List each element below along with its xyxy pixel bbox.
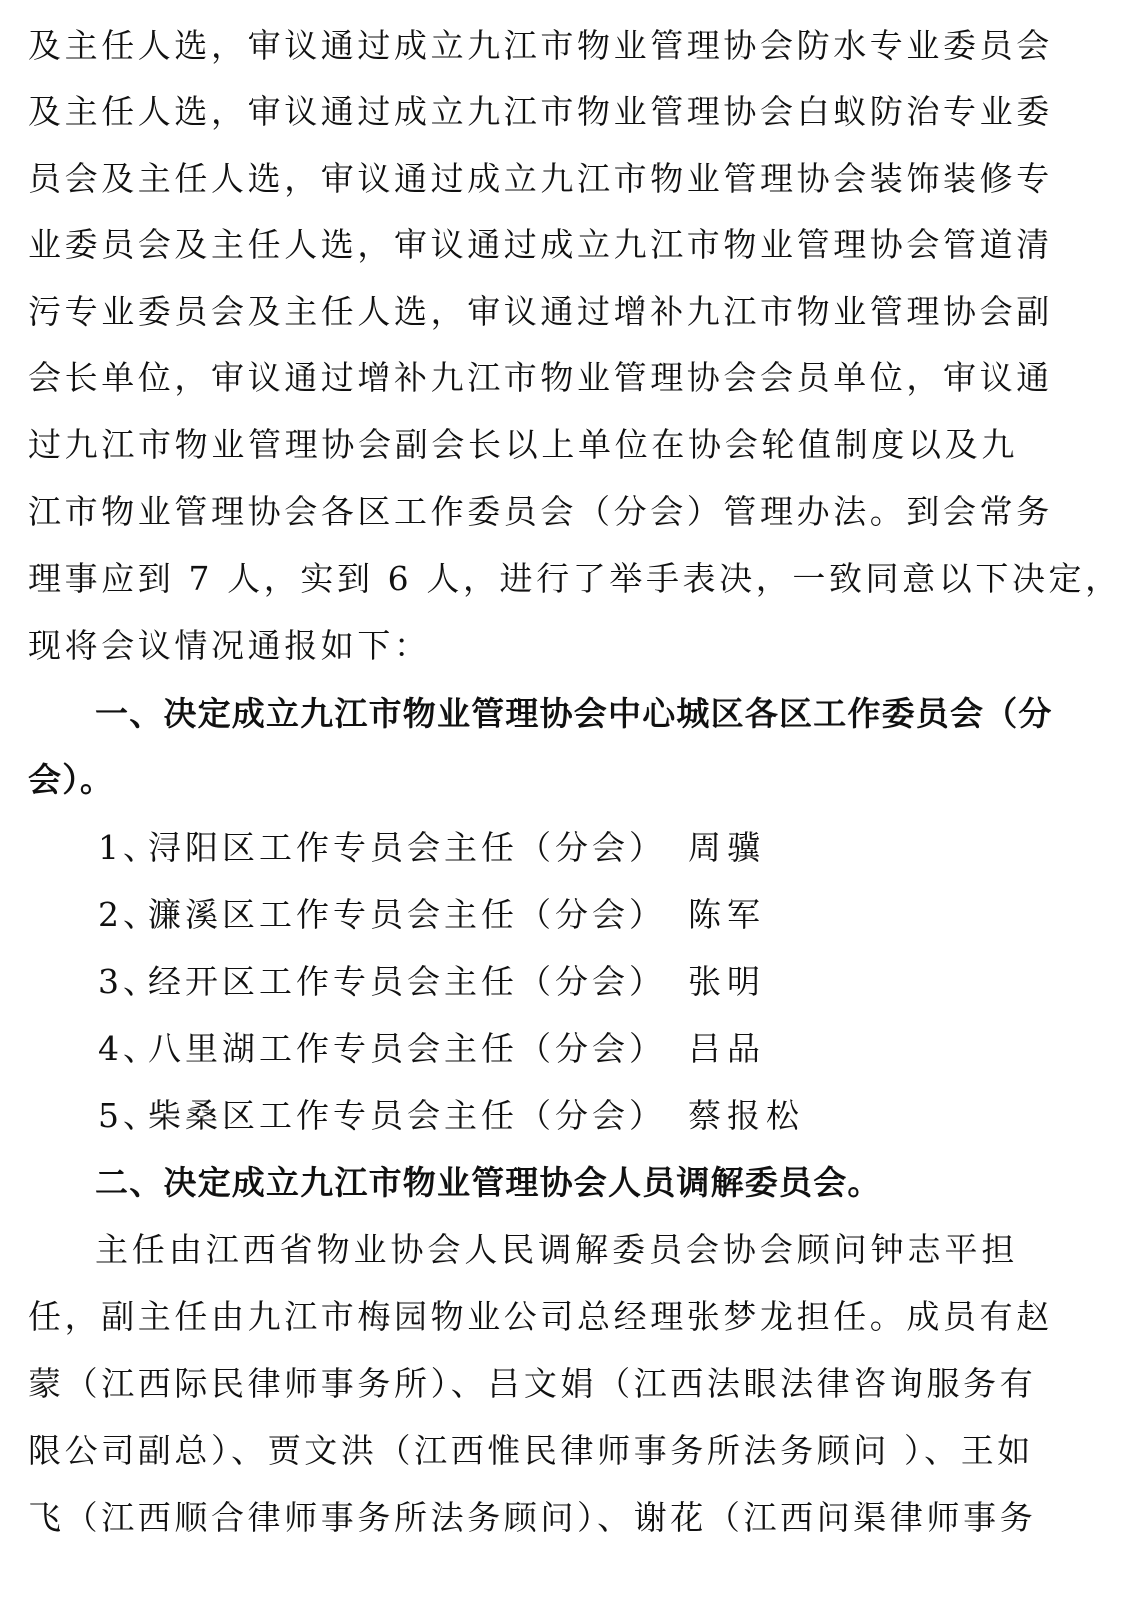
paragraph-line: 蒙（江西际民律师事务所）、吕文娟（江西法眼法律咨询服务有 xyxy=(28,1364,1037,1403)
list-item-label: 经开区工作专员会主任（分会） xyxy=(148,962,666,1001)
list-item-name: 陈军 xyxy=(688,895,766,934)
list-item-name: 蔡报松 xyxy=(688,1096,805,1135)
list-item-name: 吕品 xyxy=(688,1029,766,1068)
list-item-number: 3、 xyxy=(98,962,160,1001)
list-item-label: 柴桑区工作专员会主任（分会） xyxy=(148,1096,666,1135)
list-item-name: 周骥 xyxy=(688,828,766,867)
paragraph-line: 会长单位，审议通过增补九江市物业管理协会会员单位，审议通 xyxy=(28,358,1053,397)
list-item-number: 1、 xyxy=(98,828,160,867)
list-item-number: 4、 xyxy=(98,1029,160,1068)
paragraph-line: 员会及主任人选，审议通过成立九江市物业管理协会装饰装修专 xyxy=(28,159,1053,198)
list-item-name: 张明 xyxy=(688,962,766,1001)
paragraph-line: 任，副主任由九江市梅园物业公司总经理张梦龙担任。成员有赵 xyxy=(28,1297,1053,1336)
paragraph-line: 飞（江西顺合律师事务所法务顾问）、谢花（江西问渠律师事务 xyxy=(28,1498,1037,1537)
section-heading-line: 一、决定成立九江市物业管理协会中心城区各区工作委员会（分 xyxy=(95,694,1053,733)
paragraph-line: 江市物业管理协会各区工作委员会（分会）管理办法。到会常务 xyxy=(28,492,1053,531)
list-item-label: 浔阳区工作专员会主任（分会） xyxy=(148,828,666,867)
paragraph-line: 现将会议情况通报如下： xyxy=(28,626,431,665)
list-item-label: 八里湖工作专员会主任（分会） xyxy=(148,1029,666,1068)
list-item-number: 5、 xyxy=(98,1096,160,1135)
section-heading-mediation-committee: 二、决定成立九江市物业管理协会人员调解委员会。 xyxy=(95,1163,882,1202)
paragraph-line: 及主任人选，审议通过成立九江市物业管理协会防水专业委员会 xyxy=(28,26,1053,65)
paragraph-line: 理事应到 7 人，实到 6 人，进行了举手表决，一致同意以下决定， xyxy=(28,559,1122,598)
paragraph-line: 主任由江西省物业协会人民调解委员会协会顾问钟志平担 xyxy=(95,1230,1018,1269)
paragraph-line: 及主任人选，审议通过成立九江市物业管理协会白蚁防治专业委 xyxy=(28,92,1053,131)
section-heading-line: 会）。 xyxy=(28,760,115,799)
paragraph-line: 过九江市物业管理协会副会长以上单位在协会轮值制度以及九 xyxy=(28,425,1018,464)
paragraph-line: 污专业委员会及主任人选，审议通过增补九江市物业管理协会副 xyxy=(28,292,1053,331)
paragraph-line: 限公司副总）、贾文洪（江西惟民律师事务所法务顾问 ）、王如 xyxy=(28,1431,1034,1470)
paragraph-line: 业委员会及主任人选，审议通过成立九江市物业管理协会管道清 xyxy=(28,225,1053,264)
list-item-number: 2、 xyxy=(98,895,160,934)
list-item-label: 濂溪区工作专员会主任（分会） xyxy=(148,895,666,934)
